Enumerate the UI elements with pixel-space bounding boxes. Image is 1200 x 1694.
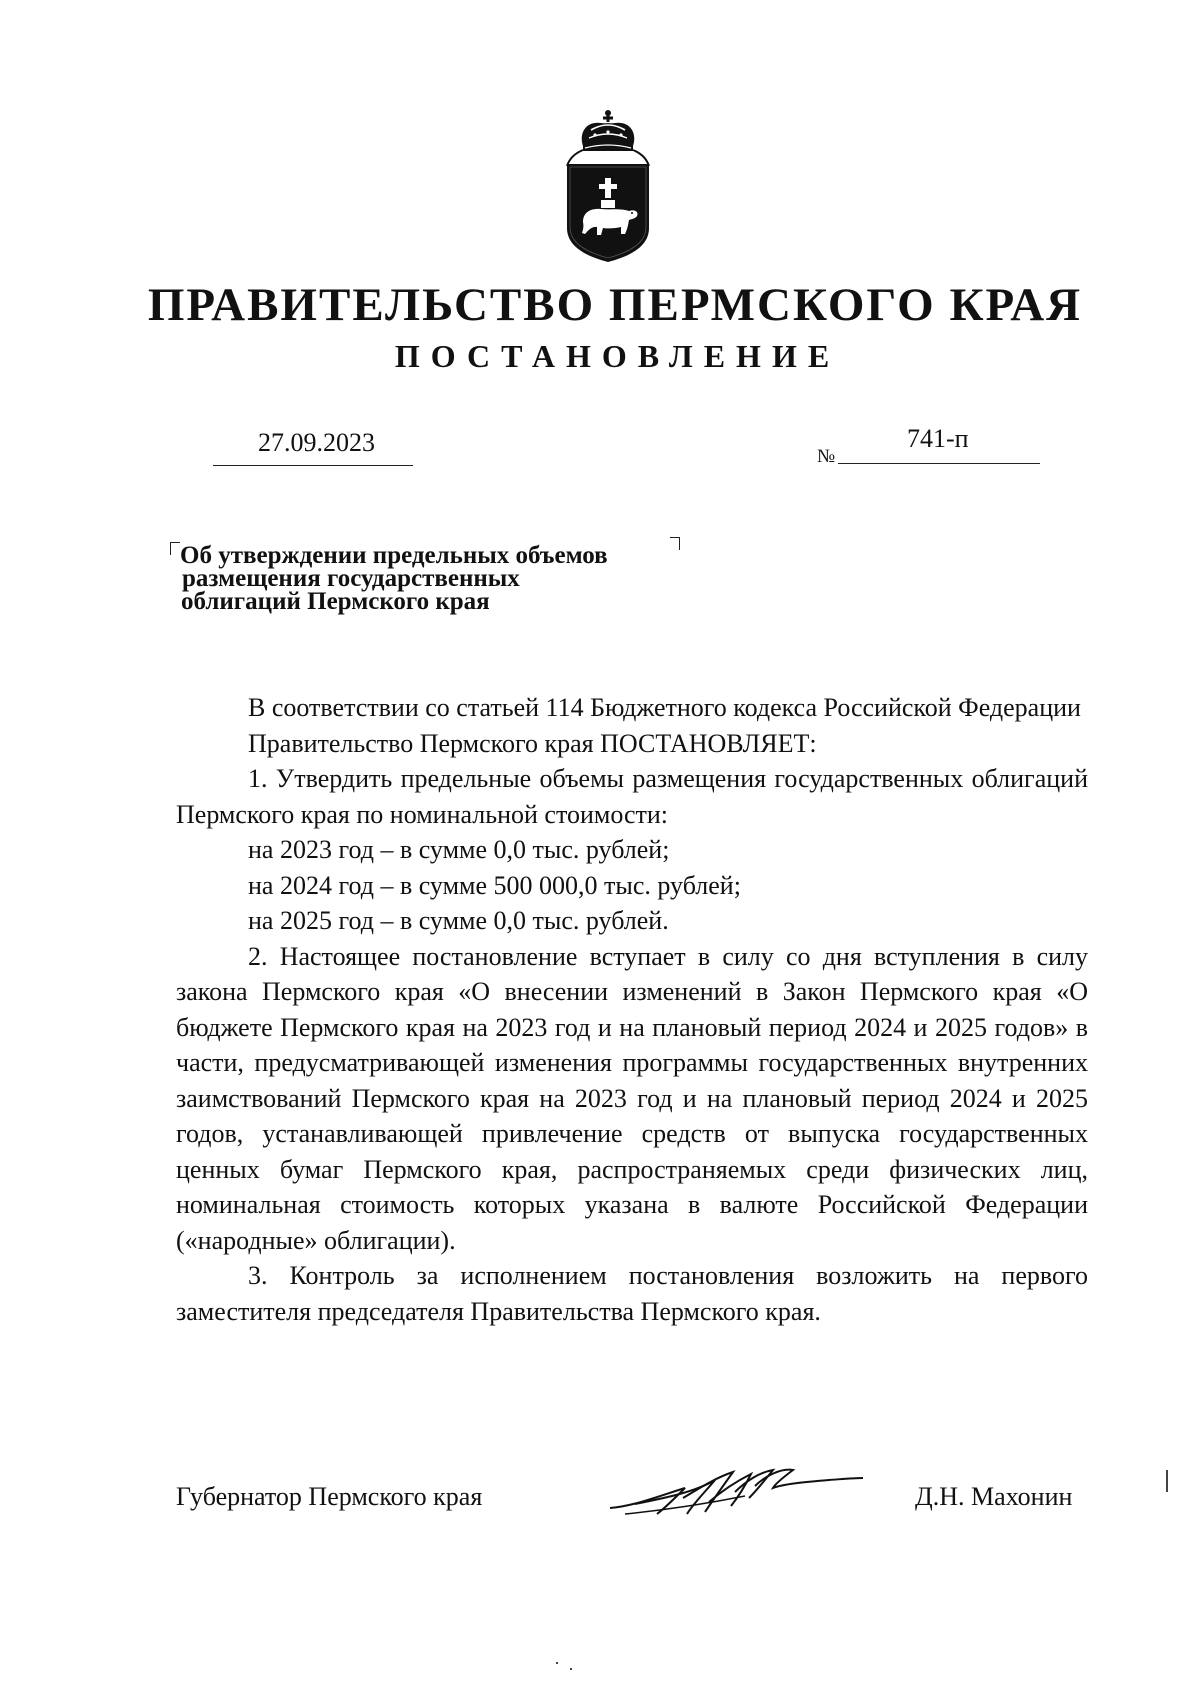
limit-2025-line: на 2025 год – в сумме 0,0 тыс. рублей. bbox=[248, 906, 669, 935]
clause-1-paragraph: 1. Утвердить предельные объемы размещения государственных облигаций Пермского края по номинальной стоимости: bbox=[176, 764, 1088, 829]
document-date: 27.09.2023 bbox=[258, 428, 375, 457]
document-subject bbox=[180, 544, 700, 613]
number-underline bbox=[838, 463, 1040, 464]
preamble-paragraph: В соответствии со статьей 114 Бюджетного кодекса Российской Федерации bbox=[248, 693, 1081, 722]
resolution-paragraph: Правительство Пермского края ПОСТАНОВЛЯЕТ: bbox=[248, 728, 817, 758]
subject-corner-left bbox=[170, 542, 180, 555]
subject-line: облигаций Пермского края bbox=[181, 588, 490, 615]
organization-title: ПРАВИТЕЛЬСТВО ПЕРМСКОГО КРАЯ bbox=[147, 279, 1083, 331]
scan-artifact bbox=[1166, 1470, 1168, 1492]
scan-artifact bbox=[556, 1662, 558, 1664]
coat-of-arms-icon bbox=[561, 108, 655, 264]
limit-2024-line: на 2024 год – в сумме 500 000,0 тыс. рублей; bbox=[248, 870, 741, 900]
document-number: 741-п bbox=[907, 424, 969, 453]
number-label: № bbox=[817, 446, 836, 467]
clause-2-paragraph: 2. Настоящее постановление вступает в силу со дня вступления в силу закона Пермского края «О внесении изменений в Закон Пермского края «О бюджете Пермского края на 2023 год и на плановый период 2024 и 2025 годов» в части, предусматривающей изменения программы государственных внутренних заимствований Пермского края на 2023 год и на плановый период 2024 и 2025 годов, устанавливающей привлечение средств от выпуска государственных ценных бумаг Пермского края, распространяемых среди физических лиц, номинальная стоимость которых указана в валюте Российской Федерации («народные» облигации). bbox=[176, 941, 1088, 1255]
clause-3-paragraph: 3. Контроль за исполнением постановления возложить на первого заместителя председателя Правительства Пермского края. bbox=[176, 1261, 1088, 1326]
limit-2023-line: на 2023 год – в сумме 0,0 тыс. рублей; bbox=[248, 835, 670, 864]
scan-artifact bbox=[570, 1668, 572, 1670]
date-underline bbox=[213, 465, 413, 466]
signatory-position: Губернатор Пермского края bbox=[176, 1482, 483, 1511]
document-type-title: ПОСТАНОВЛЕНИЕ bbox=[394, 338, 841, 374]
handwritten-signature-icon bbox=[605, 1458, 865, 1524]
subject-line: размещения государственных bbox=[182, 565, 520, 592]
subject-line: Об утверждении предельных объемов bbox=[180, 542, 608, 569]
signatory-name: Д.Н. Махонин bbox=[915, 1482, 1073, 1511]
document-body bbox=[176, 690, 1088, 1329]
